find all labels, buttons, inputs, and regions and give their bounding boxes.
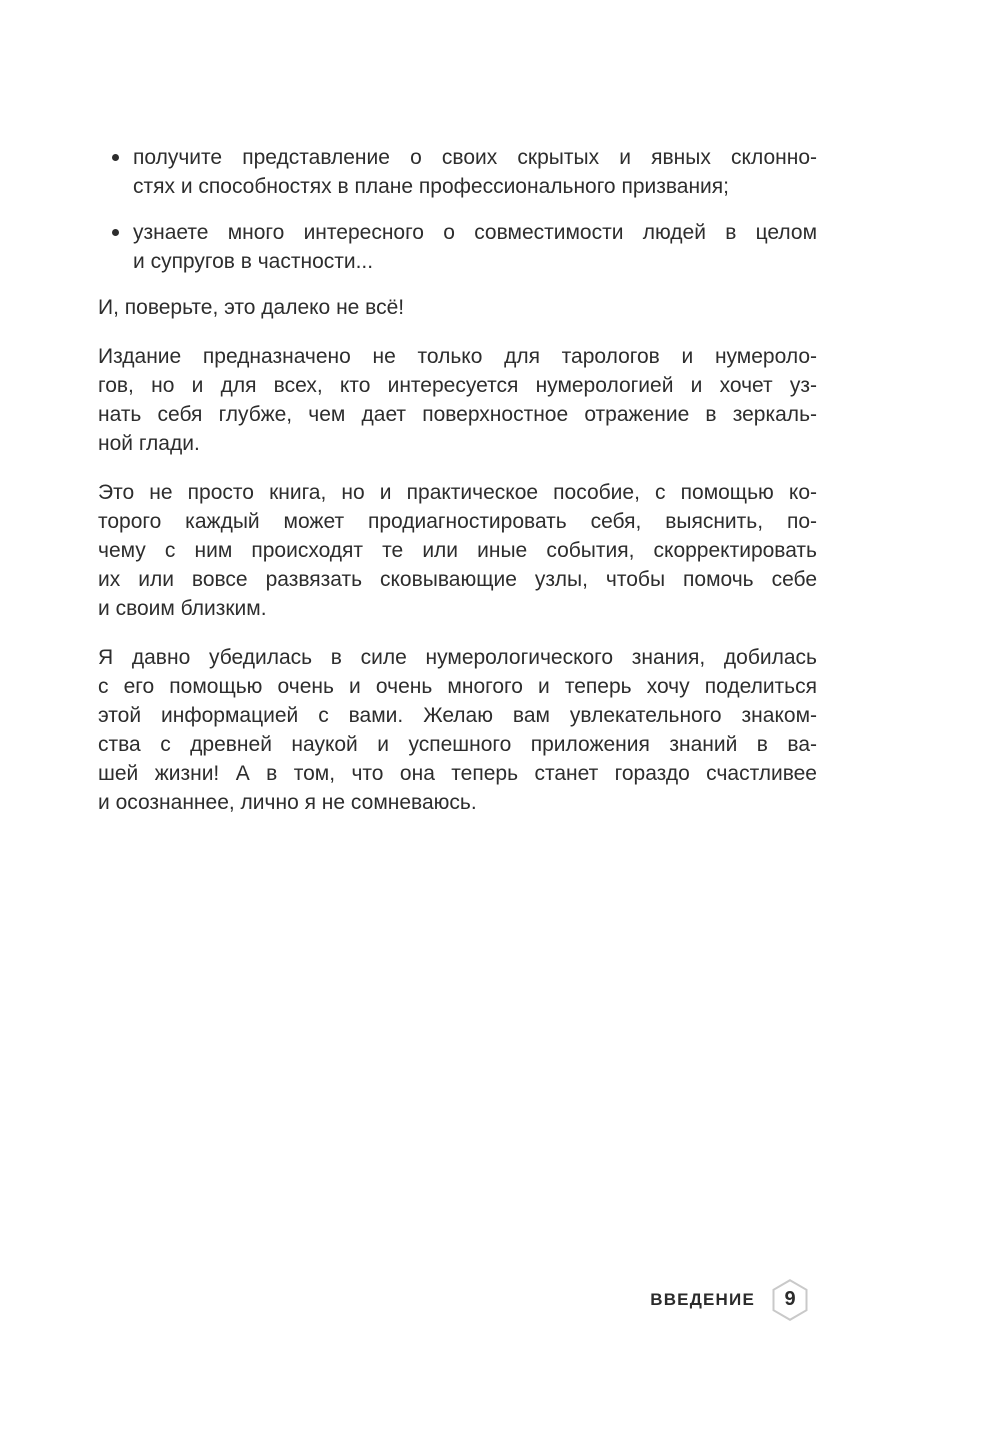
page-number-badge <box>772 1279 808 1321</box>
page-number: 9 <box>784 1288 796 1310</box>
bullet-item <box>98 143 817 201</box>
paragraph <box>98 342 817 458</box>
text-line: и осознаннее, лично я не сомневаюсь. <box>98 791 477 814</box>
bullet-marker-icon <box>112 154 119 161</box>
bullet-text <box>133 218 817 276</box>
text-line: нать себя глубже, чем дает поверхностное отражение в зеркаль- <box>98 403 817 426</box>
text-line: шей жизни! А в том, что она теперь станет гораздо счастливее <box>98 762 817 785</box>
bullet-text <box>133 143 817 201</box>
text-block <box>98 143 817 837</box>
text-line: ной глади. <box>98 432 200 455</box>
paragraph <box>98 643 817 817</box>
text-line: получите представление о своих скрытых и явных склонно- <box>133 146 817 169</box>
bullet-item <box>98 218 817 276</box>
text-line: ства с древней наукой и успешного приложения знаний в ва- <box>98 733 817 756</box>
text-line: этой информацией с вами. Желаю вам увлекательного знаком- <box>98 704 817 727</box>
text-line: с его помощью очень и очень многого и теперь хочу поделиться <box>98 675 817 698</box>
text-line: торого каждый может продиагностировать себя, выяснить, по- <box>98 510 817 533</box>
text-line: Я давно убедилась в силе нумерологического знания, добилась <box>98 646 817 669</box>
text-line: их или вовсе развязать сковывающие узлы, чтобы помочь себе <box>98 568 817 591</box>
text-line: Издание предназначено не только для тарологов и нумероло- <box>98 345 817 368</box>
text-line: гов, но и для всех, кто интересуется нумерологией и хочет уз- <box>98 374 817 397</box>
text-line: чему с ним происходят те или иные события, скорректировать <box>98 539 817 562</box>
paragraph <box>98 478 817 623</box>
text-line: и своим близким. <box>98 597 267 620</box>
text-line: стях и способностях в плане профессионального призвания; <box>133 175 729 198</box>
page-footer <box>650 1279 808 1321</box>
paragraph <box>98 293 817 322</box>
bullet-marker-icon <box>112 229 119 236</box>
text-line: узнаете много интересного о совместимости людей в целом <box>133 221 817 244</box>
text-line: И, поверьте, это далеко не всё! <box>98 296 405 319</box>
footer-section-label: ВВЕДЕНИЕ <box>650 1290 755 1309</box>
text-line: и супругов в частности... <box>133 250 374 273</box>
text-line: Это не просто книга, но и практическое пособие, с помощью ко- <box>98 481 817 504</box>
